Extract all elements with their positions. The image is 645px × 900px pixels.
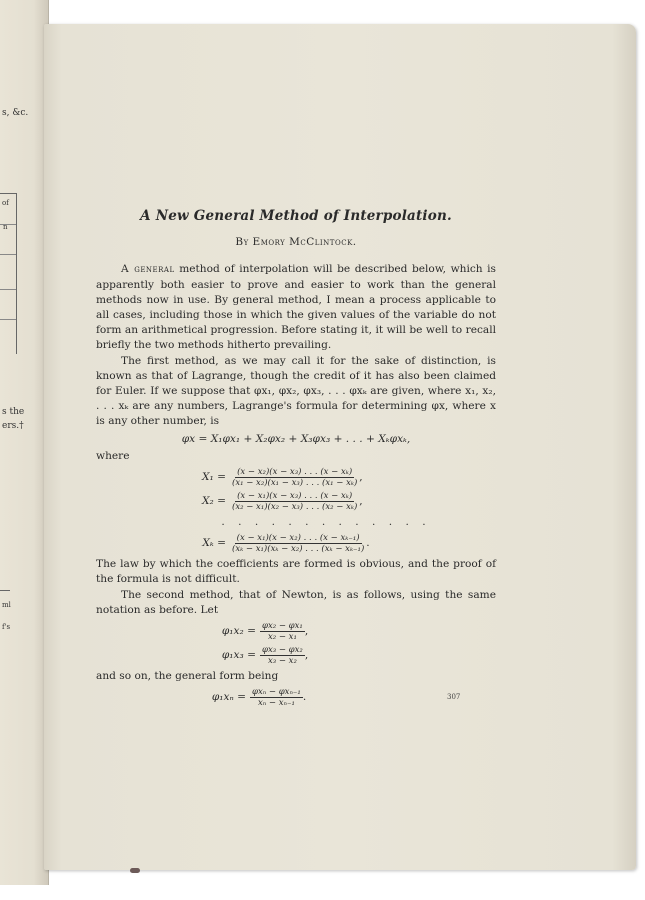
equation-lagrange: φx = X₁φx₁ + X₂φx₂ + X₃φx₃ + . . . + Xₖφxₖ, xyxy=(181,432,411,445)
paragraph-general-form: and so on, the general form being xyxy=(96,670,279,683)
equation-lhs: Xₖ = xyxy=(202,537,226,550)
left-page-table-fragment xyxy=(0,193,17,354)
fraction-numerator: φxₙ − φxₙ₋₁ xyxy=(252,687,301,698)
equation-phin xyxy=(116,687,496,708)
fraction-numerator: (x − x₁)(x − x₃) . . . (x − xₖ) xyxy=(237,491,353,502)
fraction-denominator: (xₖ − x₁)(xₖ − x₂) . . . (xₖ − xₖ₋₁) xyxy=(232,544,365,555)
left-page-edge xyxy=(0,0,49,885)
equation-lhs: φ₁x₂ = xyxy=(221,624,256,637)
article-body xyxy=(96,209,496,711)
equation-phi12 xyxy=(126,621,496,642)
left-page-fragment: n xyxy=(3,223,8,231)
fraction-denominator: (x₁ − x₂)(x₁ − x₃) . . . (x₁ − xₖ) xyxy=(232,478,358,489)
article-title: A New General Method of Interpolation. xyxy=(140,208,452,224)
equation-X1 xyxy=(96,467,496,488)
ellipsis-row: . . . . . . . . . . . . . xyxy=(221,516,431,529)
equation-punct: , xyxy=(304,648,309,661)
page-number: 307 xyxy=(447,693,461,701)
fraction-denominator: xₙ − xₙ₋₁ xyxy=(257,698,295,709)
fraction-numerator: φx₂ − φx₁ xyxy=(262,621,303,632)
where-label: where xyxy=(96,449,130,462)
paragraph-law: The law by which the coefficients are formed is obvious, and the proof of the formula is not difficult. xyxy=(96,558,496,586)
equation-punct: . xyxy=(302,691,307,704)
left-page-fragment: s, &c. xyxy=(2,108,29,118)
paper-stain xyxy=(130,868,140,873)
left-page-fragment: ers.† xyxy=(2,421,24,431)
equation-lhs: X₁ = xyxy=(201,470,226,483)
fraction xyxy=(250,687,303,708)
fraction xyxy=(260,645,305,666)
fraction-denominator: (x₂ − x₁)(x₂ − x₃) . . . (x₂ − xₖ) xyxy=(232,502,358,513)
article-byline: By Emory McClintock. xyxy=(235,236,357,249)
fraction xyxy=(230,491,359,512)
fraction-numerator: φx₃ − φx₂ xyxy=(262,645,303,656)
left-page-fragment: s the xyxy=(2,407,25,417)
paragraph-intro xyxy=(96,262,496,353)
right-page xyxy=(44,24,636,870)
paragraph-newton: The second method, that of Newton, is as follows, using the same notation as before. Let xyxy=(96,588,496,616)
equation-punct: . xyxy=(366,537,370,550)
equation-punct: , xyxy=(304,624,309,637)
left-page-fragment: of xyxy=(2,199,9,207)
equation-phi13 xyxy=(126,645,496,666)
equation-punct: , xyxy=(359,494,363,507)
paragraph-lagrange: The first method, as we may call it for the sake of distinction, is known as that of Lagrange, though the credit of it has also been claimed for Euler. If we suppose that φx₁, φx₂, φx₃, . . . φxₖ are given, where x₁, x₂, . . . xₖ are any numbers, Lagrange's formula for determining φx, where x is any other number, is xyxy=(96,354,496,428)
left-page-rule xyxy=(0,590,10,591)
equation-Xk xyxy=(96,533,496,554)
fraction-numerator: (x − x₂)(x − x₃) . . . (x − xₖ) xyxy=(237,467,353,478)
equation-lhs: φ₁x₃ = xyxy=(221,648,256,661)
left-page-fragment: ml xyxy=(2,601,11,609)
lead-words: A general xyxy=(121,263,175,276)
equation-punct: , xyxy=(359,470,363,483)
fraction xyxy=(230,533,366,554)
fraction-denominator: x₃ − x₂ xyxy=(267,656,297,667)
fraction-denominator: x₂ − x₁ xyxy=(267,632,297,643)
paragraph-text: method of interpolation will be described below, which is apparently both easier to prove and easier to work than the general methods now in use. By general method, I mean a process applicable to all cases, including those in which the given values of the variable do not form an arithmetical progression. Before stating it, it will be well to recall briefly the two methods hitherto prevailing. xyxy=(96,263,496,352)
left-page-fragment: f's xyxy=(2,623,11,631)
fraction xyxy=(230,467,359,488)
equation-X2 xyxy=(96,491,496,512)
equation-lhs: φ₁xₙ = xyxy=(211,691,246,704)
fraction xyxy=(260,621,305,642)
fraction-numerator: (x − x₁)(x − x₂) . . . (x − xₖ₋₁) xyxy=(236,533,360,544)
equation-lhs: X₂ = xyxy=(201,494,226,507)
